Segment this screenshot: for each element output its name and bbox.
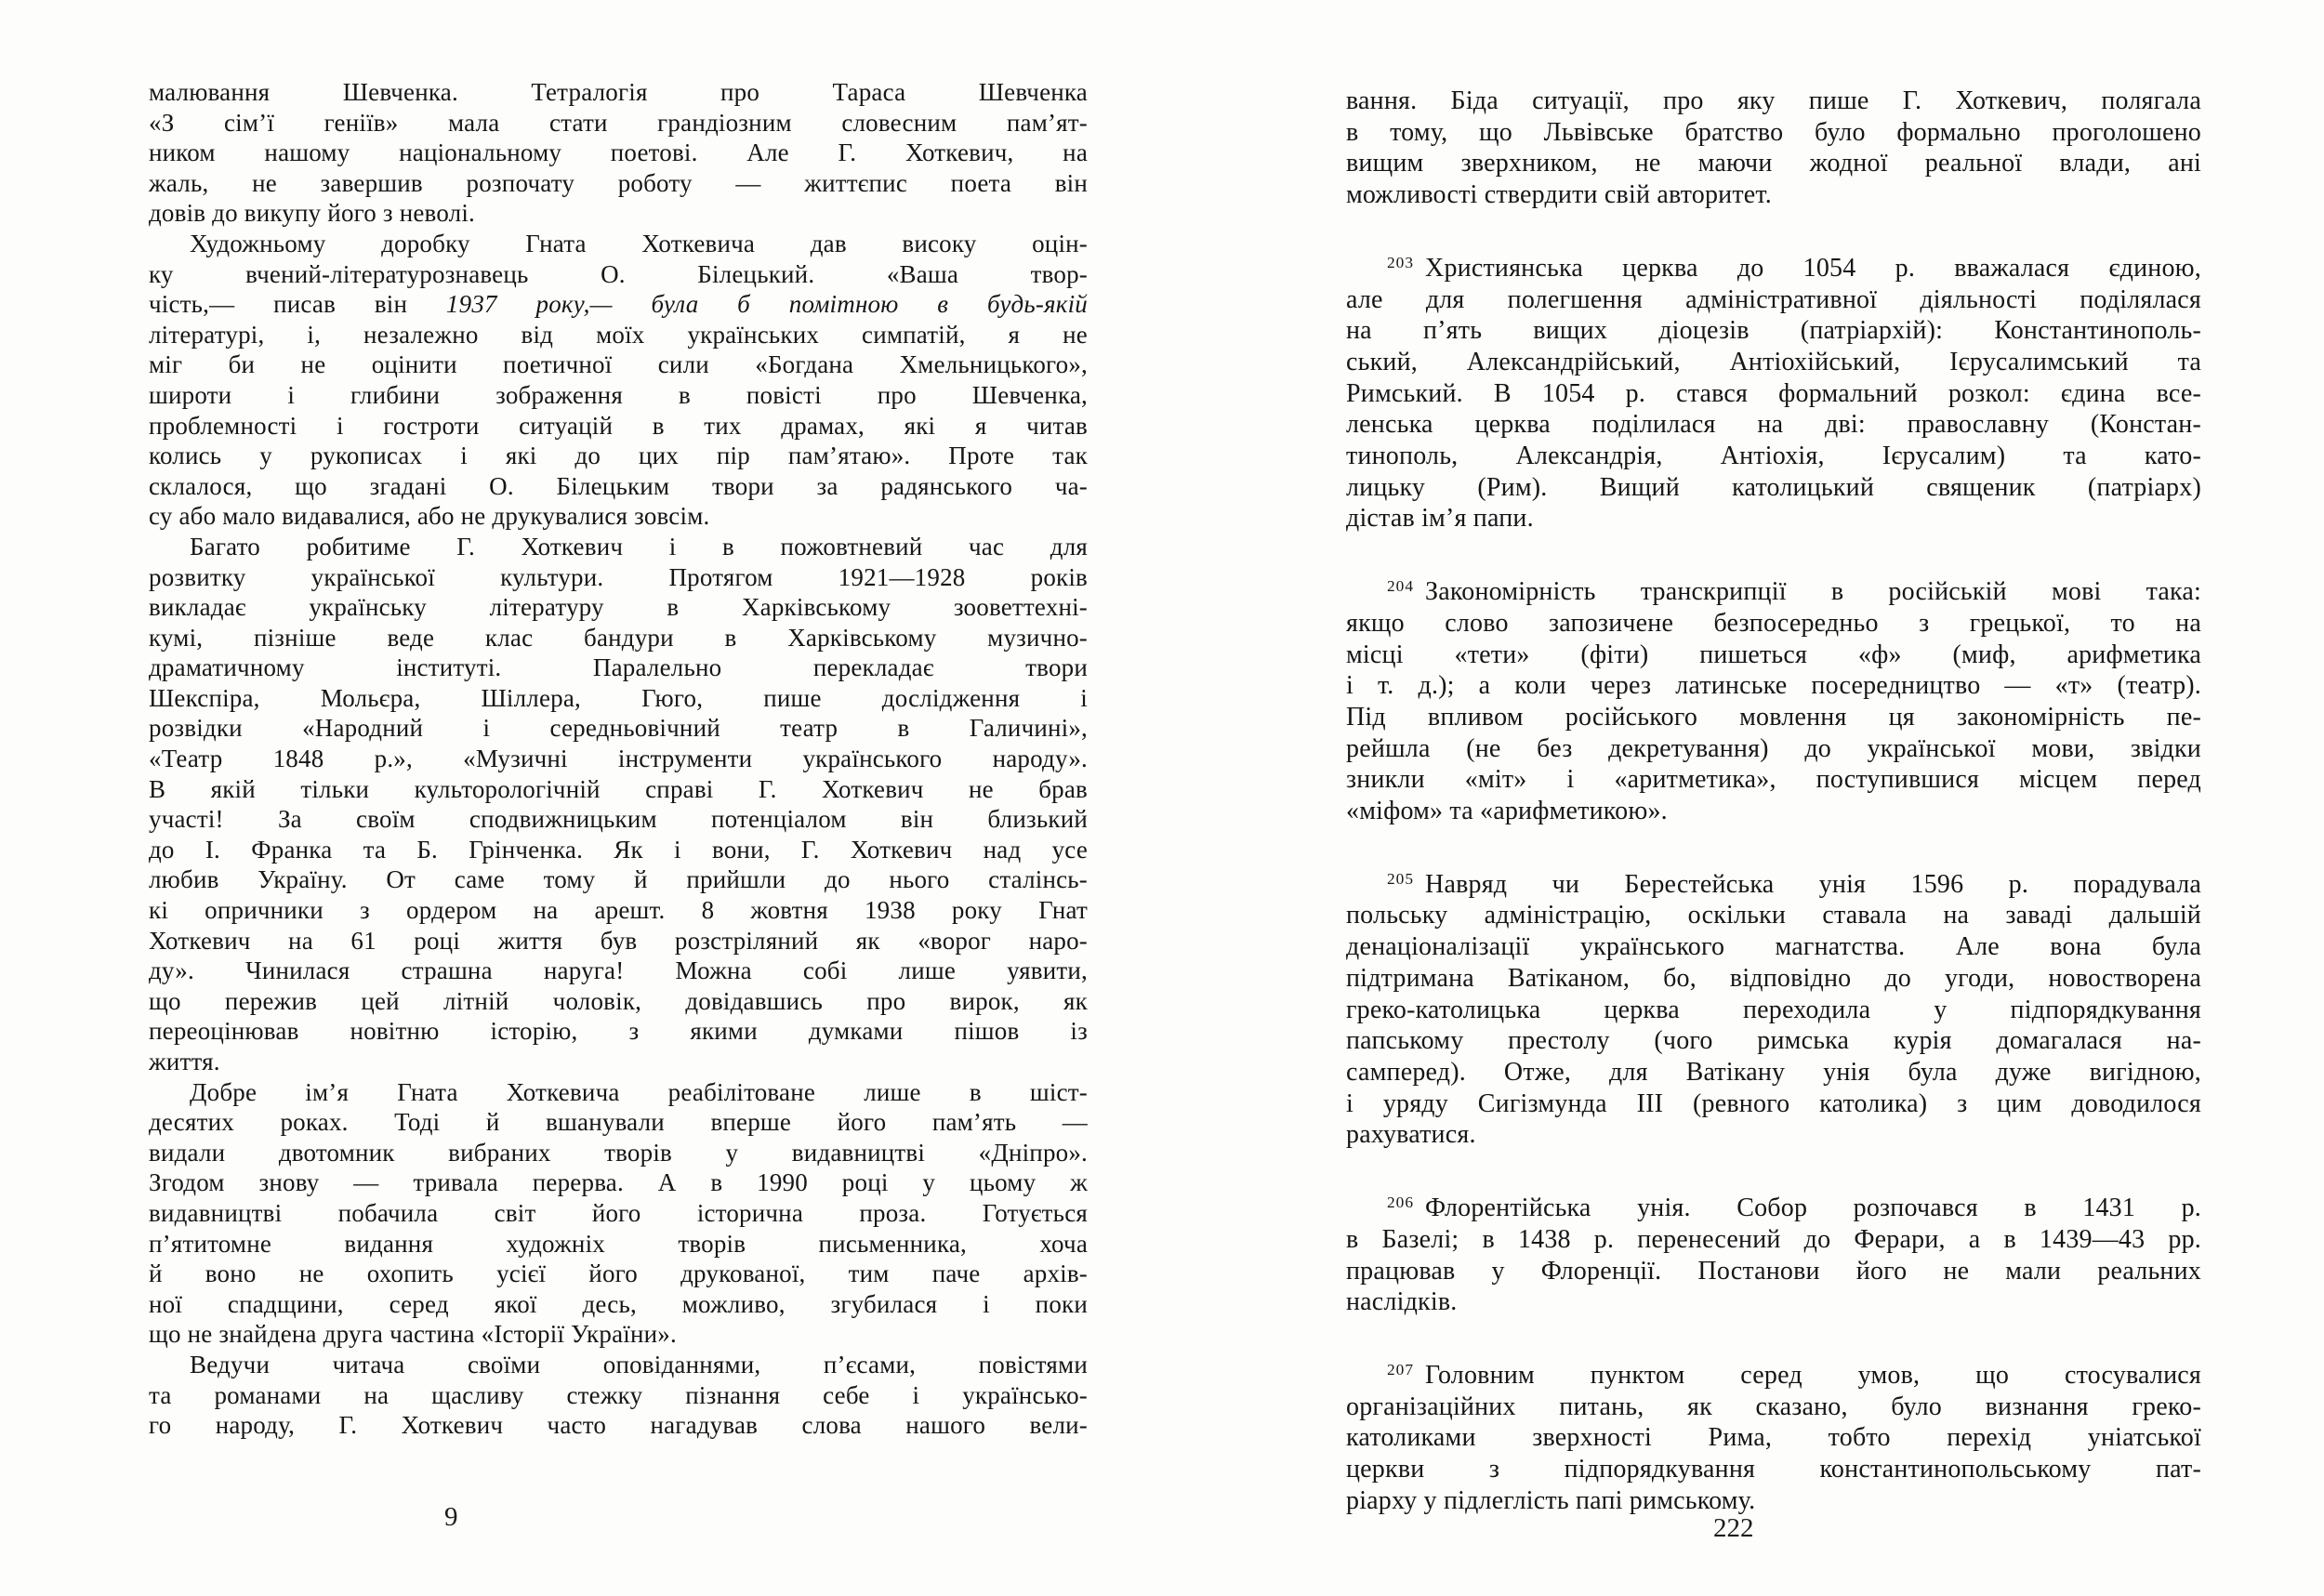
text-line: $^{204}$ Закономірність транскрипції в російській мові така: [1387,577,2201,607]
text-line: церкви з підпорядкування константинопольському пат- [1346,1455,2201,1484]
text-line: ленська церква поділилася на дві: православну (Констан- [1346,410,2201,440]
text-line: склалося, що згадані О. Білецьким твори за радянського ча- [149,471,1088,500]
text-line: $^{206}$ Флорентійська унія. Собор розпочався в 1431 р. [1387,1194,2201,1223]
text-line: на п’ять вищих діоцезів (патріархій): Константинополь- [1346,316,2201,346]
text-line: п’ятитомне видання художніх творів письменника, хоча [149,1229,1088,1258]
left-page-number: 9 [444,1502,458,1532]
text-line: місці «тети» (фіти) пишеться «ф» (миф, арифметика [1346,640,2201,669]
text-line: в тому, що Львівське братство було формально проголошено [1346,117,2201,147]
text-line: вищим зверхником, не маючи жодної реальної влади, ані [1346,149,2201,178]
text-line: малювання Шевченка. Тетралогія про Тараса Шевченка [149,78,1088,106]
text-line: Художньому доробку Гната Хоткевича дав високу оцін- [190,229,1088,257]
text-line: греко-католицька церква переходила у підпорядкування [1346,995,2201,1024]
text-line: драматичному інституті. Паралельно перекладає твори [149,653,1088,682]
text-line: рахуватися. [1346,1120,1476,1150]
text-line: життя. [149,1048,220,1075]
text-line: Ведучи читача своїми оповіданнями, п’єсами, повістями [190,1350,1088,1378]
footnote-paragraph [1346,1193,2201,1318]
text-line: й воно не охопить усієї його друкованої, тим паче архів- [149,1260,1088,1288]
text-line: проблемності і гостроти ситуацій в тих драмах, які я читав [149,411,1088,440]
text-line: папському престолу (чого римська курія домагалася на- [1346,1026,2201,1056]
text-line: жаль, не завершив розпочату роботу — життєпис поета він [149,168,1088,197]
text-line: денаціоналізації українського магнатства. Але вона була [1346,932,2201,962]
footnote-paragraph [1346,576,2201,827]
text-line: видавництві побачила світ його історична проза. Готується [149,1198,1088,1227]
text-line: Хоткевич на 61 році життя був розстріляний як «ворог наро- [149,926,1088,955]
text-line: лицьку (Рим). Вищий католицький священик (патріарх) [1346,472,2201,502]
text-line: Шекспіра, Мольєра, Шіллера, Гюго, пише дослідження і [149,683,1088,712]
text-line: працював у Флоренції. Постанови його не мали реальних [1346,1256,2201,1286]
text-line: колись у рукописах і які до цих пір пам’ятаю». Проте так [149,442,1088,470]
text-line: Багато робитиме Г. Хоткевич і в пожовтневий час для [190,532,1088,561]
body-paragraph [149,1350,1088,1441]
text-line: що пережив цей літній чоловік, довідавшись про вирок, як [149,986,1088,1015]
text-line: $^{203}$ Християнська церква до 1054 р. вважалася єдиною, [1387,253,2201,283]
text-line: «Театр 1848 р.», «Музичні інструменти українського народу». [149,745,1088,773]
text-line: розвитку української культури. Протягом 1921—1928 років [149,562,1088,591]
footnote-number: 207 [1387,1360,1415,1378]
text-line: в Базелі; в 1438 р. перенесений до Ферари, а в 1439—43 рр. [1346,1224,2201,1254]
right-page-number: 222 [1713,1513,1754,1543]
body-paragraph [149,229,1088,532]
text-line: ріарху у підлеглість папі римському. [1346,1485,1756,1515]
footnote-number: 205 [1387,869,1415,888]
text-line: викладає українську літературу в Харківському зооветтехні- [149,593,1088,622]
text-line: зникли «міт» і «аритметика», поступившися місцем перед [1346,765,2201,795]
text-line: десятих роках. Тоді й вшанували вперше його пам’ять — [149,1108,1088,1137]
footnote-paragraph [1346,869,2201,1151]
text-line: підтримана Ватіканом, бо, відповідно до угоди, новостворена [1346,963,2201,993]
text-line: ником нашому національному поетові. Але Г. Хоткевич, на [149,138,1088,167]
footnote-number: 206 [1387,1194,1415,1212]
text-line: що не знайдена друга частина «Історії України». [149,1320,677,1349]
text-line: любив Україну. От саме тому й прийшли до нього сталінсь- [149,865,1088,894]
text-line: рейшла (не без декретування) до української мови, звідки [1346,733,2201,763]
text-line: і т. д.); а коли через латинське посередництво — «т» (театр). [1346,671,2201,701]
text-line: переоцінював новітню історію, з якими думками пішов із [149,1017,1088,1046]
text-line: кі опричники з ордером на арешт. 8 жовтня 1938 року Гнат [149,896,1088,925]
text-line: Під впливом російського мовлення ця закономірність пе- [1346,702,2201,732]
text-line: чість,— писав він 1937 року,— була б помітною в будь-якій [149,290,1089,319]
footnote-number: 204 [1387,577,1415,596]
text-line: розвідки «Народний і середньовічний театр в Галичині», [149,714,1088,743]
text-line: ду». Чинилася страшна наруга! Можна собі лише уявити, [149,956,1088,985]
text-line: міг би не оцінити поетичної сили «Богдана Хмельницького», [149,350,1088,379]
text-line: та романами на щасливу стежку пізнання себе і українсько- [149,1380,1088,1409]
text-line: ної спадщини, серед якої десь, можливо, згубилася і поки [149,1289,1088,1318]
body-paragraph [149,1077,1088,1350]
left-page-text-block [149,77,1088,1441]
footnote-paragraph [1346,253,2201,534]
text-line: тинополь, Александрія, Антіохія, Ієрусалим) та като- [1346,442,2201,471]
text-line: Згодом знову — тривала перерва. А в 1990 році у цьому ж [149,1168,1088,1197]
text-line: польську адміністрацію, оскільки ставала на заваді дальшій [1346,901,2201,930]
body-paragraph [1346,86,2201,211]
text-line: $^{205}$ Навряд чи Берестейська унія 1596 р. порадувала [1387,869,2201,899]
right-page-text-block [1346,86,2201,1516]
text-line: до І. Франка та Б. Грінченка. Як і вони, Г. Хоткевич над усе [149,835,1088,864]
footnote-paragraph [1346,1360,2201,1517]
text-line: кумі, пізніше веде клас бандури в Харківському музично- [149,623,1088,652]
text-line: $^{207}$ Головним пунктом серед умов, що стосувалися [1387,1360,2201,1390]
text-line: ський, Александрійський, Антіохійський, Ієрусалимський та [1346,347,2201,376]
body-paragraph [149,532,1088,1077]
text-line: «З сім’ї геніїв» мала стати грандіозним словесним пам’ят- [149,108,1088,137]
text-line: можливості ствердити свій авторитет. [1346,180,1772,210]
text-line: участі! За своїм сподвижницьким потенціалом він близький [149,805,1088,834]
text-line: Римський. В 1054 р. стався формальний розкол: єдина все- [1346,378,2201,408]
text-line: «міфом» та «арифметикою». [1346,797,1668,826]
text-line: су або мало видавалися, або не друкувалися зовсім. [149,502,710,531]
text-line: го народу, Г. Хоткевич часто нагадував слова нашого вели- [149,1411,1088,1440]
text-line: ку вчений-літературознавець О. Білецький. «Ваша твор- [149,259,1088,288]
body-paragraph [149,77,1088,229]
text-line: самперед). Отже, для Ватікану унія була дуже вигідною, [1346,1057,2201,1087]
text-line: видали двотомник вибраних творів у видавництві «Дніпро». [149,1138,1088,1167]
text-line: католиками зверхності Рима, тобто перехід уніатської [1346,1423,2201,1453]
text-line: довів до викупу його з неволі. [149,199,475,228]
text-line: наслідків. [1346,1287,1458,1317]
text-line: вання. Біда ситуації, про яку пише Г. Хоткевич, полягала [1346,86,2201,115]
text-line: і уряду Сигізмунда III (ревного католика) з цим доводилося [1346,1088,2201,1118]
text-line: організаційних питань, як сказано, було визнання греко- [1346,1392,2201,1421]
text-line: Добре ім’я Гната Хоткевича реабілітоване лише в шіст- [190,1077,1088,1106]
text-line: дістав ім’я папи. [1346,504,1534,534]
text-line: але для полегшення адміністративної діяльності поділялася [1346,284,2201,314]
text-line: літературі, і, незалежно від моїх українських симпатій, я не [149,320,1088,349]
footnote-number: 203 [1387,253,1415,271]
text-line: В якій тільки культорологічній справі Г. Хоткевич не брав [149,774,1088,803]
text-line: широти і глибини зображення в повісті про Шевченка, [149,380,1088,409]
text-line: якщо слово запозичене безпосередньо з грецької, то на [1346,608,2201,638]
